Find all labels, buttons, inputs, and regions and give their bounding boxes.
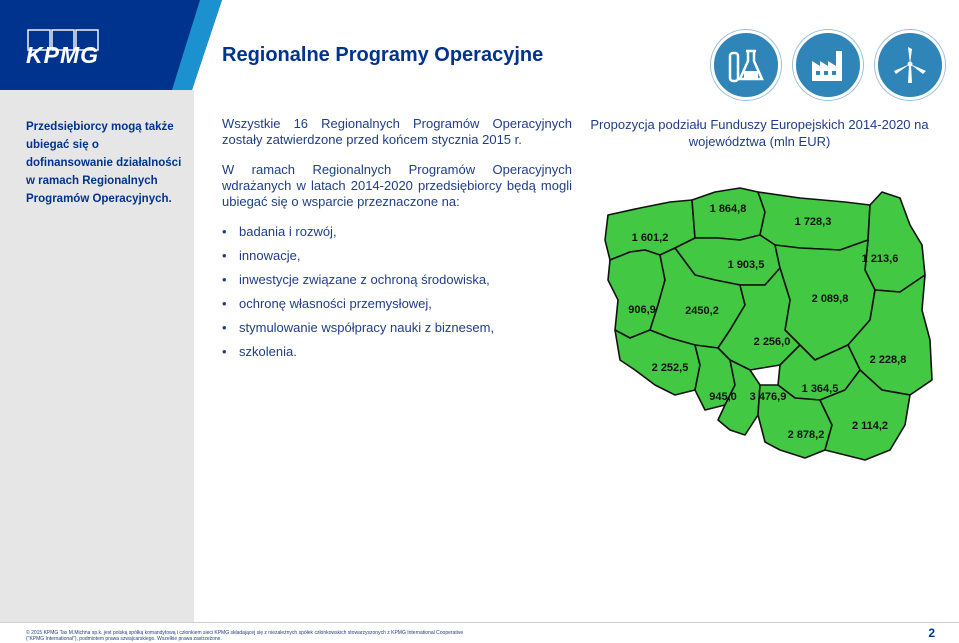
map-label: 1 864,8 (709, 203, 747, 215)
support-list (222, 224, 572, 360)
list-item: • ochronę własności przemysłowej, (222, 296, 572, 312)
map-label: 2 228,8 (869, 354, 907, 366)
map-label: 1 364,5 (801, 383, 839, 395)
region-podlaskie (865, 192, 925, 292)
map-label: 2 089,8 (811, 293, 849, 305)
list-item: • stymulowanie współpracy nauki z biznesem, (222, 320, 572, 336)
list-item: • innowacje, (222, 248, 572, 264)
map-label: 1 903,5 (727, 259, 765, 271)
map-label: 2450,2 (685, 305, 719, 317)
map-label: 1 213,6 (861, 253, 899, 265)
poland-map (600, 180, 935, 480)
paragraph-approval: Wszystkie 16 Regionalnych Programów Operacyjnych zostały zatwierdzone przed końcem stycznia 2015 r. (222, 116, 572, 147)
list-item: • szkolenia. (222, 344, 572, 360)
map-title: Propozycja podziału Funduszy Europejskich 2014-2020 na województwa (mln EUR) (590, 117, 929, 149)
map-label: 1 728,3 (794, 216, 832, 228)
lab-flask-icon (711, 30, 781, 100)
sidebar (0, 90, 194, 622)
factory-icon (793, 30, 863, 100)
map-label: 1 601,2 (631, 232, 669, 244)
kpmg-logo: KPMG (26, 42, 99, 68)
page-title: Regionalne Programy Operacyjne (222, 44, 544, 66)
wind-turbine-icon (875, 30, 945, 100)
sidebar-text: Przedsiębiorcy mogą także ubiegać się o dofinansowanie działalności w ramach Regionalnych Programów Operacyjnych. (26, 121, 182, 205)
map-label: 2 114,2 (851, 420, 889, 432)
header-icons (711, 30, 945, 100)
page-number: 2 (928, 626, 935, 640)
map-label: 2 878,2 (787, 429, 825, 441)
map-label: 2 252,5 (651, 362, 689, 374)
map-label: 906,9 (628, 304, 656, 316)
map-label: 945,0 (709, 391, 737, 403)
map-label: 3 476,9 (749, 391, 787, 403)
footer-divider (0, 622, 959, 623)
list-item: • inwestycje związane z ochroną środowiska, (222, 272, 572, 288)
list-item: • badania i rozwój, (222, 224, 572, 240)
main-content (222, 116, 572, 368)
footer-copyright: © 2015 KPMG Tax M.Michna sp.k. jest polską spółką komandytową i członkiem sieci KPMG składającej się z niezależnych spółek członkowskich stowarzyszonych z KPMG International Cooperative ("KPMG International"), podmiotem prawa szwajcarskiego. Wszelkie prawa zastrzeżone. (26, 630, 464, 642)
paragraph-support: W ramach Regionalnych Programów Operacyjnych wdrażanych w latach 2014-2020 przedsiębiorcy będą mogli ubiegać się o wsparcie przeznaczone na: (222, 162, 572, 209)
map-label: 2 256,0 (753, 336, 791, 348)
logo-area (0, 0, 222, 90)
